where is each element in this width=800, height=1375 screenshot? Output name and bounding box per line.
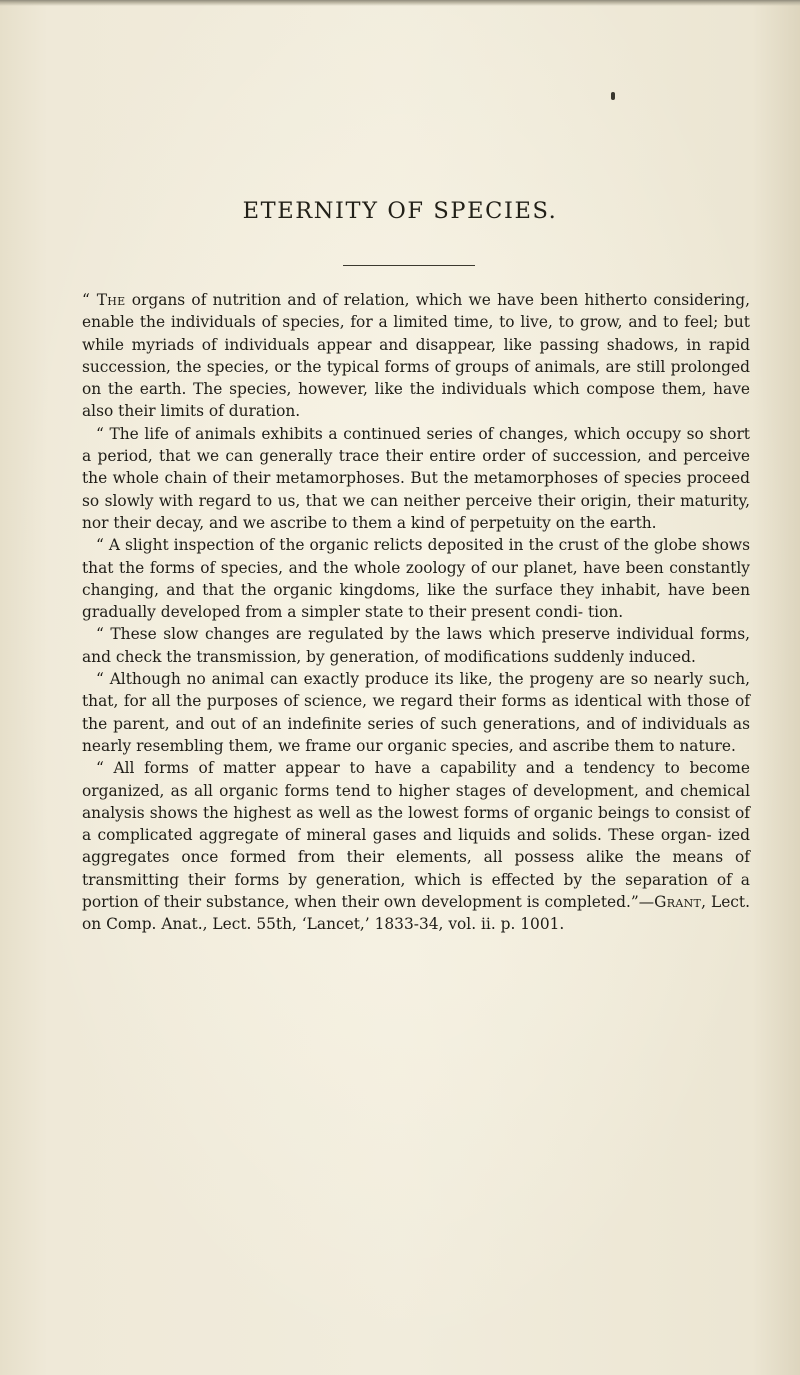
paragraph-3: “ A slight inspection of the organic relicts deposited in the crust of the globe shows that the forms of species, and the whole zoology of our planet, have been constantly changing, and that the organic kingdoms, like the surface they inhabit, have been gradually developed from a simpler state to their present condi- tion.: [82, 536, 750, 622]
page-top-edge: [0, 0, 800, 6]
paragraph-1: [82, 289, 750, 423]
title-rule: [343, 265, 475, 266]
ink-speck: [611, 92, 615, 100]
citation-source: , Lect. on Comp. Anat., Lect. 55th, ‘Lancet,’ 1833-34, vol. ii. p. 1001.: [82, 893, 750, 934]
paragraph-2: “ The life of animals exhibits a continued series of changes, which occupy so short a period, that we can generally trace their entire order of succession, and perceive the whole chain of their metamorphoses. But the metamorphoses of species proceed so slowly with regard to us, that we can neither perceive their origin, their maturity, nor their decay, and we ascribe to them a kind of perpetuity on the earth.: [82, 424, 750, 532]
body-text: [82, 289, 750, 936]
paragraph-1-text: organs of nutrition and of relation, which we have been hitherto considering, enable the individuals of species, for a limited time, to live, to grow, and to feel; but while myriads of individuals appear and disappear, like passing shadows, in rapid succession, the species, or the typical forms of groups of animals, are still prolonged on the earth. The species, however, like the individuals which compose them, have also their limits of duration.: [82, 291, 750, 421]
citation-author: Grant: [654, 893, 702, 912]
paragraph-6-text: “ All forms of matter appear to have a capability and a tendency to become organized, as all organic forms tend to higher stages of development, and chemical analysis shows the highest as well as the lowest forms of organic beings to consist of a complicated aggregate of mineral gases and liquids and solids. These organ- ized aggregates once formed from their elements, all possess alike the means of transmitting their forms by generation, which is effected by the separation of a portion of their substance, when their own development is completed.”—: [82, 759, 750, 912]
paragraph-5: “ Although no animal can exactly produce its like, the progeny are so nearly such, that, for all the purposes of science, we regard their forms as identical with those of the parent, and out of an indefinite series of such generations, and of individuals as nearly resembling them, we frame our organic species, and ascribe them to nature.: [82, 670, 750, 755]
paragraph-4: “ These slow changes are regulated by the laws which preserve individual forms, and check the transmission, by generation, of modifications suddenly induced.: [82, 625, 750, 666]
paragraph-6: [82, 757, 750, 935]
page-title: ETERNITY OF SPECIES.: [242, 198, 558, 224]
opening-words: “ The: [82, 291, 126, 309]
